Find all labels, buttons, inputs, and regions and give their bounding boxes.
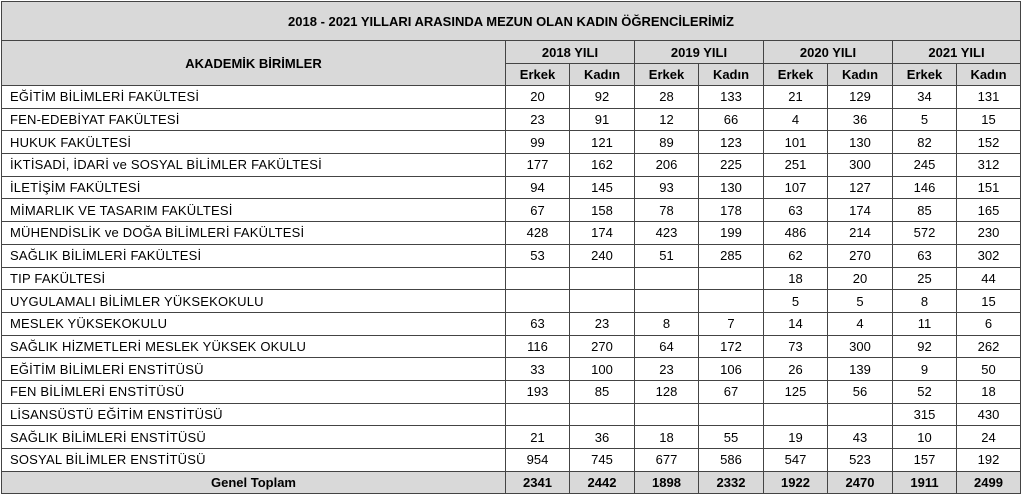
value-cell xyxy=(570,290,635,313)
value-cell: 10 xyxy=(893,426,957,449)
value-cell: 302 xyxy=(957,244,1021,267)
value-cell: 300 xyxy=(828,335,893,358)
total-row xyxy=(2,471,1021,493)
value-cell: 193 xyxy=(506,380,570,403)
value-cell: 162 xyxy=(570,154,635,177)
unit-name-cell: SOSYAL BİLİMLER ENSTİTÜSÜ xyxy=(2,449,506,472)
value-cell: 423 xyxy=(635,222,699,245)
value-cell: 586 xyxy=(699,449,764,472)
value-cell: 315 xyxy=(893,403,957,426)
value-cell: 23 xyxy=(506,108,570,131)
value-cell: 33 xyxy=(506,358,570,381)
total-cell: 2341 xyxy=(506,471,570,493)
value-cell: 18 xyxy=(635,426,699,449)
value-cell: 94 xyxy=(506,176,570,199)
total-cell: 2470 xyxy=(828,471,893,493)
gender-header-female: Kadın xyxy=(957,64,1021,86)
year-header-2019: 2019 YILI xyxy=(635,41,764,64)
value-cell: 24 xyxy=(957,426,1021,449)
value-cell: 36 xyxy=(828,108,893,131)
value-cell: 43 xyxy=(828,426,893,449)
value-cell: 12 xyxy=(635,108,699,131)
unit-name-cell: SAĞLIK BİLİMLERİ ENSTİTÜSÜ xyxy=(2,426,506,449)
value-cell: 78 xyxy=(635,199,699,222)
value-cell: 63 xyxy=(893,244,957,267)
value-cell: 21 xyxy=(506,426,570,449)
year-header-2021: 2021 YILI xyxy=(893,41,1021,64)
gender-header-female: Kadın xyxy=(699,64,764,86)
value-cell xyxy=(570,267,635,290)
value-cell: 92 xyxy=(893,335,957,358)
value-cell: 128 xyxy=(635,380,699,403)
value-cell: 51 xyxy=(635,244,699,267)
table-row xyxy=(2,222,1021,245)
total-cell: 2499 xyxy=(957,471,1021,493)
value-cell: 152 xyxy=(957,131,1021,154)
value-cell: 177 xyxy=(506,154,570,177)
value-cell: 251 xyxy=(764,154,828,177)
value-cell: 85 xyxy=(893,199,957,222)
value-cell: 8 xyxy=(635,312,699,335)
unit-name-cell: LİSANSÜSTÜ EĞİTİM ENSTİTÜSÜ xyxy=(2,403,506,426)
value-cell: 5 xyxy=(893,108,957,131)
value-cell: 123 xyxy=(699,131,764,154)
value-cell: 954 xyxy=(506,449,570,472)
value-cell: 8 xyxy=(893,290,957,313)
value-cell: 53 xyxy=(506,244,570,267)
unit-name-cell: MİMARLIK VE TASARIM FAKÜLTESİ xyxy=(2,199,506,222)
table-row xyxy=(2,426,1021,449)
table-row xyxy=(2,108,1021,131)
value-cell: 192 xyxy=(957,449,1021,472)
value-cell: 101 xyxy=(764,131,828,154)
value-cell: 64 xyxy=(635,335,699,358)
value-cell xyxy=(506,290,570,313)
value-cell: 23 xyxy=(570,312,635,335)
graduates-table xyxy=(1,1,1021,494)
value-cell: 44 xyxy=(957,267,1021,290)
value-cell: 89 xyxy=(635,131,699,154)
value-cell: 21 xyxy=(764,86,828,109)
table-row xyxy=(2,290,1021,313)
value-cell: 18 xyxy=(957,380,1021,403)
value-cell: 20 xyxy=(506,86,570,109)
table-row xyxy=(2,244,1021,267)
unit-name-cell: İKTİSADİ, İDARİ ve SOSYAL BİLİMLER FAKÜLTESİ xyxy=(2,154,506,177)
value-cell: 6 xyxy=(957,312,1021,335)
value-cell xyxy=(699,403,764,426)
value-cell: 20 xyxy=(828,267,893,290)
value-cell: 225 xyxy=(699,154,764,177)
value-cell: 19 xyxy=(764,426,828,449)
value-cell: 230 xyxy=(957,222,1021,245)
value-cell xyxy=(699,267,764,290)
unit-name-cell: MESLEK YÜKSEKOKULU xyxy=(2,312,506,335)
value-cell: 245 xyxy=(893,154,957,177)
table-row xyxy=(2,176,1021,199)
value-cell: 285 xyxy=(699,244,764,267)
value-cell: 174 xyxy=(828,199,893,222)
value-cell: 151 xyxy=(957,176,1021,199)
value-cell: 572 xyxy=(893,222,957,245)
value-cell: 145 xyxy=(570,176,635,199)
value-cell xyxy=(570,403,635,426)
value-cell: 5 xyxy=(828,290,893,313)
value-cell: 34 xyxy=(893,86,957,109)
value-cell: 270 xyxy=(828,244,893,267)
value-cell: 158 xyxy=(570,199,635,222)
value-cell xyxy=(506,403,570,426)
value-cell: 178 xyxy=(699,199,764,222)
value-cell: 36 xyxy=(570,426,635,449)
table-row xyxy=(2,154,1021,177)
value-cell xyxy=(828,403,893,426)
gender-header-male: Erkek xyxy=(635,64,699,86)
total-cell: 2332 xyxy=(699,471,764,493)
unit-name-cell: TIP FAKÜLTESİ xyxy=(2,267,506,290)
value-cell: 523 xyxy=(828,449,893,472)
value-cell: 486 xyxy=(764,222,828,245)
gender-header-male: Erkek xyxy=(764,64,828,86)
unit-name-cell: EĞİTİM BİLİMLERİ ENSTİTÜSÜ xyxy=(2,358,506,381)
table-row xyxy=(2,267,1021,290)
value-cell: 214 xyxy=(828,222,893,245)
value-cell: 129 xyxy=(828,86,893,109)
value-cell: 14 xyxy=(764,312,828,335)
value-cell: 165 xyxy=(957,199,1021,222)
value-cell: 206 xyxy=(635,154,699,177)
table-row xyxy=(2,335,1021,358)
year-header-2020: 2020 YILI xyxy=(764,41,893,64)
table-body xyxy=(2,86,1021,472)
table-row xyxy=(2,199,1021,222)
value-cell: 745 xyxy=(570,449,635,472)
value-cell: 430 xyxy=(957,403,1021,426)
value-cell: 67 xyxy=(699,380,764,403)
value-cell: 312 xyxy=(957,154,1021,177)
value-cell: 11 xyxy=(893,312,957,335)
total-cell: 1922 xyxy=(764,471,828,493)
table-row xyxy=(2,312,1021,335)
value-cell: 63 xyxy=(764,199,828,222)
table-row xyxy=(2,131,1021,154)
unit-name-cell: FEN BİLİMLERİ ENSTİTÜSÜ xyxy=(2,380,506,403)
value-cell: 677 xyxy=(635,449,699,472)
total-label: Genel Toplam xyxy=(2,471,506,493)
unit-name-cell: İLETİŞİM FAKÜLTESİ xyxy=(2,176,506,199)
value-cell: 146 xyxy=(893,176,957,199)
value-cell: 172 xyxy=(699,335,764,358)
unit-column-header: AKADEMİK BİRİMLER xyxy=(2,41,506,86)
value-cell: 15 xyxy=(957,290,1021,313)
value-cell: 5 xyxy=(764,290,828,313)
value-cell: 133 xyxy=(699,86,764,109)
value-cell: 127 xyxy=(828,176,893,199)
value-cell: 107 xyxy=(764,176,828,199)
unit-name-cell: SAĞLIK BİLİMLERİ FAKÜLTESİ xyxy=(2,244,506,267)
value-cell: 131 xyxy=(957,86,1021,109)
value-cell: 130 xyxy=(699,176,764,199)
gender-header-male: Erkek xyxy=(506,64,570,86)
unit-name-cell: SAĞLIK HİZMETLERİ MESLEK YÜKSEK OKULU xyxy=(2,335,506,358)
value-cell: 139 xyxy=(828,358,893,381)
value-cell: 55 xyxy=(699,426,764,449)
value-cell xyxy=(506,267,570,290)
value-cell: 174 xyxy=(570,222,635,245)
value-cell: 91 xyxy=(570,108,635,131)
value-cell: 100 xyxy=(570,358,635,381)
value-cell: 62 xyxy=(764,244,828,267)
value-cell: 52 xyxy=(893,380,957,403)
value-cell: 15 xyxy=(957,108,1021,131)
table-title: 2018 - 2021 YILLARI ARASINDA MEZUN OLAN KADIN ÖĞRENCİLERİMİZ xyxy=(2,2,1021,41)
table-row xyxy=(2,449,1021,472)
value-cell: 99 xyxy=(506,131,570,154)
value-cell: 116 xyxy=(506,335,570,358)
value-cell: 92 xyxy=(570,86,635,109)
value-cell: 18 xyxy=(764,267,828,290)
value-cell: 4 xyxy=(828,312,893,335)
value-cell xyxy=(764,403,828,426)
value-cell: 63 xyxy=(506,312,570,335)
year-header-2018: 2018 YILI xyxy=(506,41,635,64)
value-cell: 240 xyxy=(570,244,635,267)
table-row xyxy=(2,358,1021,381)
total-cell: 2442 xyxy=(570,471,635,493)
value-cell: 25 xyxy=(893,267,957,290)
value-cell xyxy=(699,290,764,313)
table-row xyxy=(2,86,1021,109)
value-cell: 67 xyxy=(506,199,570,222)
value-cell: 85 xyxy=(570,380,635,403)
value-cell: 66 xyxy=(699,108,764,131)
value-cell: 199 xyxy=(699,222,764,245)
total-cell: 1898 xyxy=(635,471,699,493)
value-cell: 270 xyxy=(570,335,635,358)
unit-name-cell: EĞİTİM BİLİMLERİ FAKÜLTESİ xyxy=(2,86,506,109)
value-cell: 121 xyxy=(570,131,635,154)
value-cell: 26 xyxy=(764,358,828,381)
value-cell: 82 xyxy=(893,131,957,154)
value-cell xyxy=(635,267,699,290)
value-cell: 157 xyxy=(893,449,957,472)
value-cell: 300 xyxy=(828,154,893,177)
value-cell: 125 xyxy=(764,380,828,403)
value-cell: 262 xyxy=(957,335,1021,358)
table-row xyxy=(2,380,1021,403)
value-cell xyxy=(635,290,699,313)
value-cell: 106 xyxy=(699,358,764,381)
gender-header-male: Erkek xyxy=(893,64,957,86)
value-cell: 56 xyxy=(828,380,893,403)
unit-name-cell: HUKUK FAKÜLTESİ xyxy=(2,131,506,154)
value-cell: 130 xyxy=(828,131,893,154)
value-cell xyxy=(635,403,699,426)
value-cell: 23 xyxy=(635,358,699,381)
unit-name-cell: UYGULAMALI BİLİMLER YÜKSEKOKULU xyxy=(2,290,506,313)
gender-header-female: Kadın xyxy=(570,64,635,86)
total-cell: 1911 xyxy=(893,471,957,493)
value-cell: 50 xyxy=(957,358,1021,381)
unit-name-cell: FEN-EDEBİYAT FAKÜLTESİ xyxy=(2,108,506,131)
gender-header-female: Kadın xyxy=(828,64,893,86)
table-row xyxy=(2,403,1021,426)
value-cell: 547 xyxy=(764,449,828,472)
unit-name-cell: MÜHENDİSLİK ve DOĞA BİLİMLERİ FAKÜLTESİ xyxy=(2,222,506,245)
value-cell: 4 xyxy=(764,108,828,131)
value-cell: 93 xyxy=(635,176,699,199)
value-cell: 7 xyxy=(699,312,764,335)
value-cell: 428 xyxy=(506,222,570,245)
value-cell: 73 xyxy=(764,335,828,358)
value-cell: 9 xyxy=(893,358,957,381)
value-cell: 28 xyxy=(635,86,699,109)
